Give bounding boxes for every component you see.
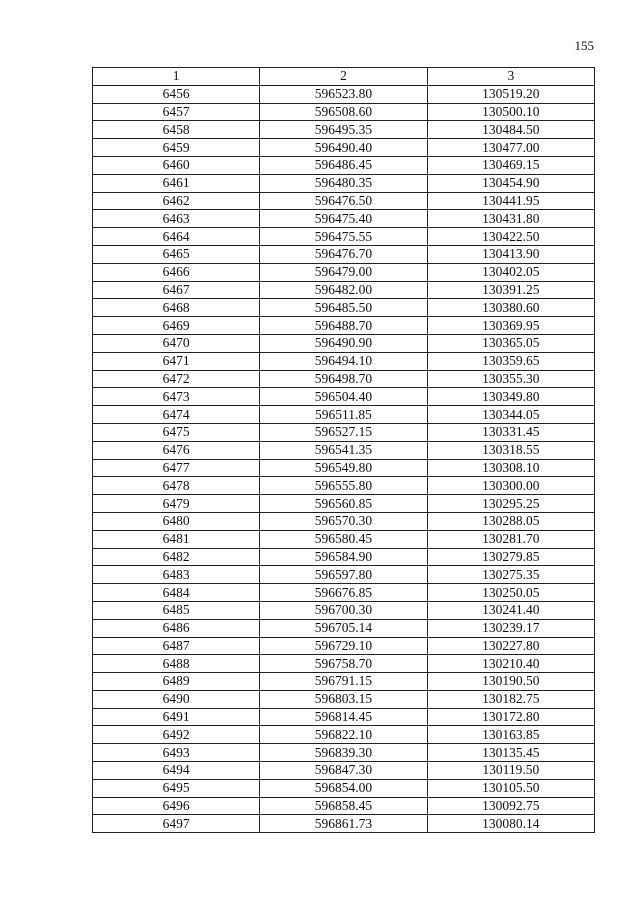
y-coordinate-cell: 130105.50 [427, 779, 594, 797]
table-body [93, 85, 595, 832]
table-row [93, 441, 595, 459]
table-row [93, 245, 595, 263]
y-coordinate-cell: 130250.05 [427, 584, 594, 602]
table-row [93, 228, 595, 246]
x-coordinate-cell: 596700.30 [260, 601, 427, 619]
x-coordinate-cell: 596570.30 [260, 512, 427, 530]
y-coordinate-cell: 130380.60 [427, 299, 594, 317]
point-number-cell: 6471 [93, 352, 260, 370]
x-coordinate-cell: 596527.15 [260, 423, 427, 441]
table-row [93, 406, 595, 424]
table-row [93, 317, 595, 335]
point-number-cell: 6482 [93, 548, 260, 566]
x-coordinate-cell: 596523.80 [260, 85, 427, 103]
table-row [93, 637, 595, 655]
y-coordinate-cell: 130281.70 [427, 530, 594, 548]
x-coordinate-cell: 596482.00 [260, 281, 427, 299]
point-number-cell: 6492 [93, 726, 260, 744]
y-coordinate-cell: 130163.85 [427, 726, 594, 744]
table-row [93, 708, 595, 726]
point-number-cell: 6458 [93, 121, 260, 139]
table-row [93, 459, 595, 477]
table-row [93, 85, 595, 103]
table-row [93, 263, 595, 281]
table-row [93, 174, 595, 192]
y-coordinate-cell: 130331.45 [427, 423, 594, 441]
coordinates-table [92, 67, 595, 833]
x-coordinate-cell: 596847.30 [260, 762, 427, 780]
y-coordinate-cell: 130344.05 [427, 406, 594, 424]
y-coordinate-cell: 130190.50 [427, 673, 594, 691]
table-row [93, 512, 595, 530]
y-coordinate-cell: 130288.05 [427, 512, 594, 530]
table-header-row [93, 68, 595, 86]
x-coordinate-cell: 596555.80 [260, 477, 427, 495]
point-number-cell: 6470 [93, 334, 260, 352]
y-coordinate-cell: 130402.05 [427, 263, 594, 281]
x-coordinate-cell: 596560.85 [260, 495, 427, 513]
point-number-cell: 6456 [93, 85, 260, 103]
table-row [93, 762, 595, 780]
x-coordinate-cell: 596511.85 [260, 406, 427, 424]
point-number-cell: 6478 [93, 477, 260, 495]
table-row [93, 601, 595, 619]
point-number-cell: 6464 [93, 228, 260, 246]
x-coordinate-cell: 596549.80 [260, 459, 427, 477]
point-number-cell: 6480 [93, 512, 260, 530]
point-number-cell: 6476 [93, 441, 260, 459]
y-coordinate-cell: 130369.95 [427, 317, 594, 335]
x-coordinate-cell: 596476.50 [260, 192, 427, 210]
y-coordinate-cell: 130477.00 [427, 139, 594, 157]
y-coordinate-cell: 130359.65 [427, 352, 594, 370]
x-coordinate-cell: 596488.70 [260, 317, 427, 335]
point-number-cell: 6491 [93, 708, 260, 726]
point-number-cell: 6474 [93, 406, 260, 424]
table-row [93, 815, 595, 833]
table-row [93, 423, 595, 441]
page-number: 155 [574, 38, 594, 53]
y-coordinate-cell: 130413.90 [427, 245, 594, 263]
x-coordinate-cell: 596486.45 [260, 156, 427, 174]
x-coordinate-cell: 596495.35 [260, 121, 427, 139]
column-header-1: 1 [93, 68, 260, 86]
point-number-cell: 6462 [93, 192, 260, 210]
y-coordinate-cell: 130349.80 [427, 388, 594, 406]
x-coordinate-cell: 596504.40 [260, 388, 427, 406]
y-coordinate-cell: 130469.15 [427, 156, 594, 174]
x-coordinate-cell: 596508.60 [260, 103, 427, 121]
x-coordinate-cell: 596541.35 [260, 441, 427, 459]
point-number-cell: 6489 [93, 673, 260, 691]
table-row [93, 619, 595, 637]
point-number-cell: 6477 [93, 459, 260, 477]
point-number-cell: 6481 [93, 530, 260, 548]
x-coordinate-cell: 596822.10 [260, 726, 427, 744]
y-coordinate-cell: 130422.50 [427, 228, 594, 246]
point-number-cell: 6497 [93, 815, 260, 833]
table-row [93, 370, 595, 388]
y-coordinate-cell: 130318.55 [427, 441, 594, 459]
y-coordinate-cell: 130182.75 [427, 690, 594, 708]
point-number-cell: 6485 [93, 601, 260, 619]
y-coordinate-cell: 130210.40 [427, 655, 594, 673]
y-coordinate-cell: 130279.85 [427, 548, 594, 566]
table-row [93, 726, 595, 744]
table-row [93, 779, 595, 797]
y-coordinate-cell: 130092.75 [427, 797, 594, 815]
table-row [93, 584, 595, 602]
y-coordinate-cell: 130275.35 [427, 566, 594, 584]
x-coordinate-cell: 596676.85 [260, 584, 427, 602]
table-row [93, 495, 595, 513]
table-row [93, 281, 595, 299]
point-number-cell: 6496 [93, 797, 260, 815]
point-number-cell: 6463 [93, 210, 260, 228]
x-coordinate-cell: 596758.70 [260, 655, 427, 673]
x-coordinate-cell: 596480.35 [260, 174, 427, 192]
x-coordinate-cell: 596814.45 [260, 708, 427, 726]
point-number-cell: 6461 [93, 174, 260, 192]
x-coordinate-cell: 596584.90 [260, 548, 427, 566]
point-number-cell: 6483 [93, 566, 260, 584]
point-number-cell: 6490 [93, 690, 260, 708]
table-row [93, 655, 595, 673]
y-coordinate-cell: 130119.50 [427, 762, 594, 780]
point-number-cell: 6468 [93, 299, 260, 317]
table-row [93, 334, 595, 352]
y-coordinate-cell: 130519.20 [427, 85, 594, 103]
x-coordinate-cell: 596597.80 [260, 566, 427, 584]
column-header-2: 2 [260, 68, 427, 86]
x-coordinate-cell: 596858.45 [260, 797, 427, 815]
table-row [93, 121, 595, 139]
x-coordinate-cell: 596490.90 [260, 334, 427, 352]
table-row [93, 744, 595, 762]
point-number-cell: 6488 [93, 655, 260, 673]
table-row [93, 352, 595, 370]
x-coordinate-cell: 596485.50 [260, 299, 427, 317]
point-number-cell: 6495 [93, 779, 260, 797]
point-number-cell: 6467 [93, 281, 260, 299]
table-row [93, 690, 595, 708]
y-coordinate-cell: 130241.40 [427, 601, 594, 619]
table-row [93, 156, 595, 174]
y-coordinate-cell: 130484.50 [427, 121, 594, 139]
y-coordinate-cell: 130365.05 [427, 334, 594, 352]
table-row [93, 566, 595, 584]
point-number-cell: 6475 [93, 423, 260, 441]
x-coordinate-cell: 596494.10 [260, 352, 427, 370]
point-number-cell: 6479 [93, 495, 260, 513]
x-coordinate-cell: 596490.40 [260, 139, 427, 157]
y-coordinate-cell: 130441.95 [427, 192, 594, 210]
y-coordinate-cell: 130295.25 [427, 495, 594, 513]
table-row [93, 299, 595, 317]
point-number-cell: 6473 [93, 388, 260, 406]
x-coordinate-cell: 596475.40 [260, 210, 427, 228]
y-coordinate-cell: 130135.45 [427, 744, 594, 762]
x-coordinate-cell: 596475.55 [260, 228, 427, 246]
table-row [93, 139, 595, 157]
table-row [93, 548, 595, 566]
x-coordinate-cell: 596854.00 [260, 779, 427, 797]
x-coordinate-cell: 596839.30 [260, 744, 427, 762]
table-row [93, 673, 595, 691]
point-number-cell: 6486 [93, 619, 260, 637]
x-coordinate-cell: 596803.15 [260, 690, 427, 708]
point-number-cell: 6466 [93, 263, 260, 281]
y-coordinate-cell: 130080.14 [427, 815, 594, 833]
table-row [93, 103, 595, 121]
table-row [93, 797, 595, 815]
y-coordinate-cell: 130454.90 [427, 174, 594, 192]
y-coordinate-cell: 130227.80 [427, 637, 594, 655]
x-coordinate-cell: 596479.00 [260, 263, 427, 281]
point-number-cell: 6457 [93, 103, 260, 121]
point-number-cell: 6465 [93, 245, 260, 263]
point-number-cell: 6459 [93, 139, 260, 157]
x-coordinate-cell: 596498.70 [260, 370, 427, 388]
y-coordinate-cell: 130431.80 [427, 210, 594, 228]
y-coordinate-cell: 130172.80 [427, 708, 594, 726]
table-row [93, 192, 595, 210]
y-coordinate-cell: 130308.10 [427, 459, 594, 477]
x-coordinate-cell: 596861.73 [260, 815, 427, 833]
x-coordinate-cell: 596476.70 [260, 245, 427, 263]
x-coordinate-cell: 596791.15 [260, 673, 427, 691]
x-coordinate-cell: 596580.45 [260, 530, 427, 548]
point-number-cell: 6493 [93, 744, 260, 762]
point-number-cell: 6487 [93, 637, 260, 655]
point-number-cell: 6469 [93, 317, 260, 335]
table-row [93, 530, 595, 548]
table-row [93, 388, 595, 406]
point-number-cell: 6472 [93, 370, 260, 388]
table-row [93, 477, 595, 495]
y-coordinate-cell: 130300.00 [427, 477, 594, 495]
x-coordinate-cell: 596705.14 [260, 619, 427, 637]
y-coordinate-cell: 130355.30 [427, 370, 594, 388]
point-number-cell: 6484 [93, 584, 260, 602]
point-number-cell: 6494 [93, 762, 260, 780]
y-coordinate-cell: 130239.17 [427, 619, 594, 637]
table-row [93, 210, 595, 228]
x-coordinate-cell: 596729.10 [260, 637, 427, 655]
y-coordinate-cell: 130500.10 [427, 103, 594, 121]
column-header-3: 3 [427, 68, 594, 86]
y-coordinate-cell: 130391.25 [427, 281, 594, 299]
point-number-cell: 6460 [93, 156, 260, 174]
